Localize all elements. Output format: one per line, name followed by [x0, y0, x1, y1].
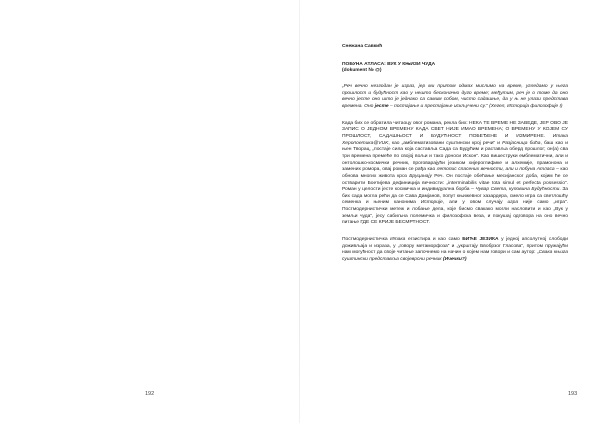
body-text: . За бих сада могла рећи да се Сава Дамјанов, попут књижевног хазардера, смело игра са светлошћу семенка и њеним канонима	[342, 187, 568, 206]
body-paragraph-2	[342, 237, 568, 264]
body-italic: Свака књига суштински представља својеврсни речник	[342, 250, 568, 263]
epigraph	[342, 84, 568, 111]
body-bold: БИЋЕ ЈЕЗИКА	[462, 237, 499, 243]
body-text: Када бих се обратила читаоцу овог романа, рекла бих: НЕКА ТЕ ВРЕМЕ НЕ ЗАВЕДЕ, ЈЕР ОВО ЈЕ ЗАПИС О ЈЕДНОМ ВРЕМЕНУ КАДА СВЕТ НИЈЕ ИМАО ВРЕМЕНА; О ВРЕМЕНУ У КОЈЕМ СУ ПРОШЛОСТ, САДАШЊОСТ И БУДУЋНОСТ ПОБЕЂЕНЕ И ИЗМИРЕНЕ.	[342, 120, 568, 139]
author-name: Снежана Савкић	[342, 44, 383, 49]
epigraph-text: )	[560, 103, 563, 109]
essay-title: ПОБУНА АТЛАСА: ВУК У КЊИЗИ ЧУДА	[342, 61, 436, 67]
body-text: у једној апсолутној слободи доживљаја и израза, у „говору метаморфоза“ и „укрштају Бвобрзог Гласова“, притом пружајући нам могућност да своје читање започнемо на начин о којем нам говори и сам аутор: „	[342, 237, 568, 256]
body-italic: летопис спасених вечности, али и побуна Атласа	[436, 167, 555, 173]
body-italic: Бруцанају	[409, 173, 432, 179]
page-number-left: 192	[145, 391, 155, 397]
epigraph-text: „Реч вечно незгодан је израз, јер ми притом одмах мислимо на време, угледамо у њега прошлост и будућност као у нешто бесконачно дуго време; међутим, реч је о томе да оно вечно јесте оно што је једнако са самим собом, чисто садашње, да у њ не улази представа времена. Оно	[342, 83, 568, 109]
body-italic: Разјасница бића	[502, 140, 541, 146]
body-text: , баш као и њен Творац, „постаје сила која саставља Сада са Будућим и раставља оберд прошлог; он(а) сва три времена премеће по својој вољи и тако доноси Искон“. Као вишеструки емблематични, али и онтолошко-космички речник, проговарајући језиком хијероглифике и алхемије, прамонона и замених ромора, овај роман се рађа као	[342, 140, 569, 173]
body-italic: Итака	[390, 237, 406, 243]
body-italic: игра	[507, 200, 519, 206]
body-text: , као „амблематизовани суштински крој речи“ и	[388, 140, 503, 146]
body-text: Реч. Он постаје обећање месијанског доба, којим ће се остварити Боетијева дефиниција вечности: „interminabilis vitae tota simul et perfecta possessio“. Роман у целости јесте космичка и индивидуална борба –	[342, 173, 569, 193]
body-text: Постмодернистичка	[342, 237, 391, 243]
body-italic: Историје	[420, 200, 443, 206]
epigraph-source: Историја филозофије I	[507, 103, 561, 109]
body-text: , али у овом случају	[442, 200, 508, 206]
page-number-right: 193	[568, 391, 578, 397]
body-italic: Итака Херопоетика@VUK	[342, 133, 568, 146]
epigraph-emphasis: јесте	[374, 103, 389, 109]
essay-subtitle: (dokument № @)	[342, 68, 382, 74]
body-text: егзистира и као само	[405, 237, 463, 243]
body-paragraph-1	[342, 121, 568, 228]
body-bold-italic: (Ичечки?)	[442, 257, 467, 263]
epigraph-text: – постајање и престајање искључени су.“ (Хегел,	[388, 103, 508, 109]
body-text: није само „игра“. Постмодернистички метеж и лобање дела, које бисмо свакако могли насловити и као „Вук у земљи чуда“, јесу сабиљна полемичка и филозофска веза, и покушај одговора на оно вечно питање ГДЕ СЕ КРИЈЕ БЕСМРТНОСТ.	[342, 200, 569, 226]
page-content	[342, 44, 568, 274]
body-italic: Чувар Света, куповина Будућности	[475, 187, 560, 193]
right-page	[300, 0, 600, 423]
body-text: – као обнова многих живота кроз	[342, 167, 569, 179]
